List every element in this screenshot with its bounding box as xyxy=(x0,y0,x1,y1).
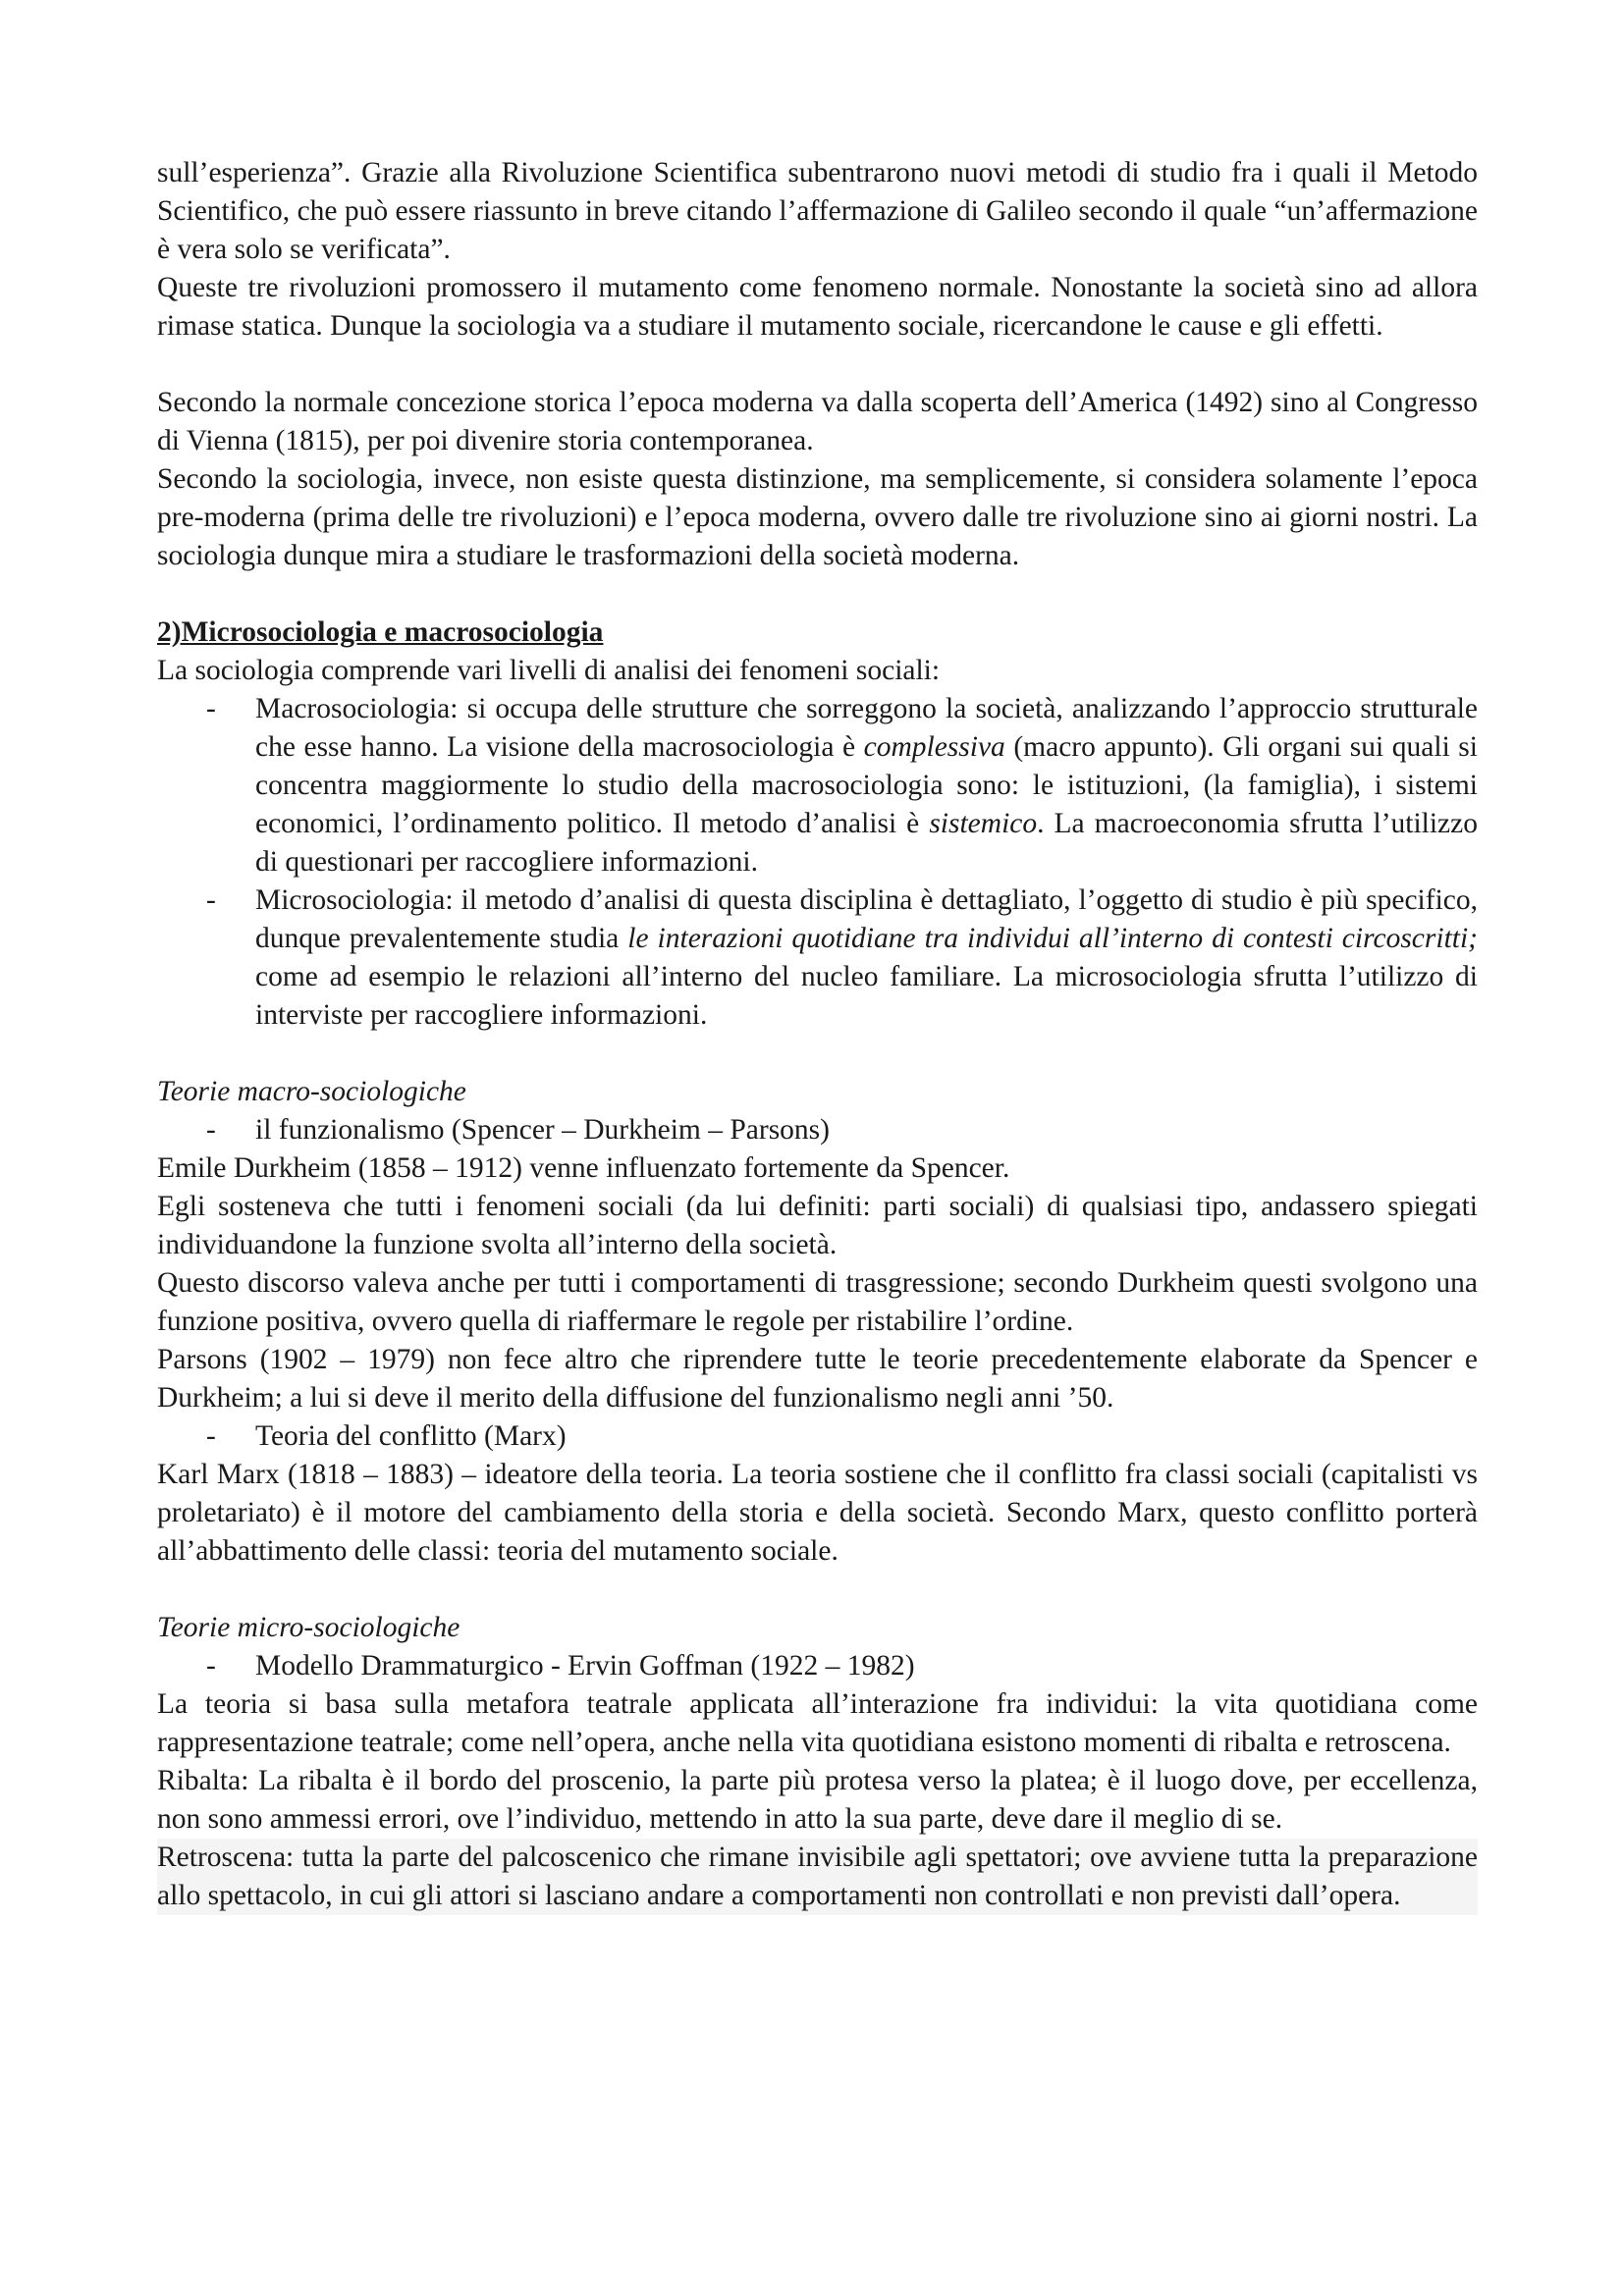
macro-paragraph-5: Karl Marx (1818 – 1883) – ideatore della teoria. La teoria sostiene che il conflitto fra classi sociali (capitalisti vs proletariato) è il motore del cambiamento della storia e della società. Secondo Marx, questo conflitto porterà all’abbattimento delle classi: teoria del mutamento sociale. xyxy=(157,1459,1478,1567)
macro-paragraph-1: Emile Durkheim (1858 – 1912) venne influenzato fortemente da Spencer. xyxy=(157,1152,1010,1184)
macro-paragraph-2: Egli sosteneva che tutti i fenomeni sociali (da lui definiti: parti sociali) di qualsiasi tipo, andassero spiegati individuandone la funzione svolta all’interno della società. xyxy=(157,1191,1478,1260)
intro-paragraph-3: Secondo la normale concezione storica l’epoca moderna va dalla scoperta dell’America (1492) sino al Congresso di Vienna (1815), per poi divenire storia contemporanea. xyxy=(157,387,1478,456)
section-lead: La sociologia comprende vari livelli di analisi dei fenomeni sociali: xyxy=(157,655,941,686)
micro-paragraph-3: Retroscena: tutta la parte del palcoscenico che rimane invisibile agli spettatori; ove avviene tutta la preparazione allo spettacolo, in cui gli attori si lasciano andare a comportamenti non controllati e non previsti dall’opera. xyxy=(157,1839,1478,1915)
paragraph-gap xyxy=(157,346,1478,384)
macro-text-b: complessiva xyxy=(863,731,1005,763)
intro-paragraph-2: Queste tre rivoluzioni promossero il mutamento come fenomeno normale. Nonostante la società sino ad allora rimase statica. Dunque la sociologia va a studiare il mutamento sociale, ricercandone le cause e gli effetti. xyxy=(157,272,1478,342)
macro-theories-list-2 xyxy=(157,1417,1478,1456)
micro-text-b: le interazioni quotidiane tra individui all’interno di contesti circoscritti; xyxy=(627,923,1478,954)
macro-paragraph-3: Questo discorso valeva anche per tutti i comportamenti di trasgressione; secondo Durkheim questi svolgono una funzione positiva, ovvero quella di riaffermare le regole per ristabilire l’ordine. xyxy=(157,1267,1478,1337)
paragraph-gap xyxy=(157,1571,1478,1609)
list-item-microsociologia xyxy=(157,881,1478,1035)
micro-paragraph-2: Ribalta: La ribalta è il bordo del proscenio, la parte più protesa verso la platea; è il luogo dove, per eccellenza, non sono ammessi errori, ove l’individuo, mettendo in atto la sua parte, deve dare il meglio di se. xyxy=(157,1765,1478,1835)
macro-text-e: . La macroeconomia sfrutta l’utilizzo di questionari per raccogliere informazioni. xyxy=(255,808,1478,878)
paragraph-gap xyxy=(157,1035,1478,1073)
list-item-drammaturgico: - Modello Drammaturgico - Ervin Goffman (1922 – 1982) xyxy=(157,1647,1478,1685)
levels-list xyxy=(157,690,1478,1035)
macro-text-c: (macro appunto). Gli organi sui quali si concentra maggiormente lo studio della macrosociologia sono: le istituzioni, (la famiglia), i sistemi economici, l’ordinamento politico. Il metodo d’analisi è xyxy=(255,731,1478,839)
micro-text-c: come ad esempio le relazioni all’interno del nucleo familiare. La microsociologia sfrutta l’utilizzo di interviste per raccogliere informazioni. xyxy=(255,961,1478,1031)
intro-paragraph-1: sull’esperienza”. Grazie alla Rivoluzione Scientifica subentrarono nuovi metodi di studio fra i quali il Metodo Scientifico, che può essere riassunto in breve citando l’affermazione di Galileo secondo il quale “un’affermazione è vera solo se verificata”. xyxy=(157,157,1478,265)
paragraph-gap xyxy=(157,575,1478,614)
macro-text-d: sistemico xyxy=(929,808,1038,839)
macro-theories-title: Teorie macro-sociologiche xyxy=(157,1076,466,1107)
list-item-macrosociologia xyxy=(157,690,1478,881)
micro-theories-title: Teorie micro-sociologiche xyxy=(157,1612,460,1643)
section-heading: 2)Microsociologia e macrosociologia xyxy=(157,616,604,648)
intro-paragraph-4: Secondo la sociologia, invece, non esiste questa distinzione, ma semplicemente, si considera solamente l’epoca pre-moderna (prima delle tre rivoluzioni) e l’epoca moderna, ovvero dalle tre rivoluzione sino ai giorni nostri. La sociologia dunque mira a studiare le trasformazioni della società moderna. xyxy=(157,463,1478,571)
micro-text-a: Microsociologia: il metodo d’analisi di questa disciplina è dettagliato, l’oggetto di studio è più specifico, dunque prevalentemente studia xyxy=(255,884,1478,954)
macro-paragraph-4: Parsons (1902 – 1979) non fece altro che riprendere tutte le teorie precedentemente elaborate da Spencer e Durkheim; a lui si deve il merito della diffusione del funzionalismo negli anni ’50. xyxy=(157,1344,1478,1414)
list-item-funzionalismo: - il funzionalismo (Spencer – Durkheim – Parsons) xyxy=(157,1111,1478,1149)
macro-theories-list-1 xyxy=(157,1111,1478,1149)
list-item-conflitto: - Teoria del conflitto (Marx) xyxy=(157,1417,1478,1456)
page-content xyxy=(157,154,1478,1915)
micro-theories-list xyxy=(157,1647,1478,1685)
macro-text-a: Macrosociologia: si occupa delle strutture che sorreggono la società, analizzando l’approccio strutturale che esse hanno. La visione della macrosociologia è xyxy=(255,693,1478,763)
micro-paragraph-1: La teoria si basa sulla metafora teatrale applicata all’interazione fra individui: la vita quotidiana come rappresentazione teatrale; come nell’opera, anche nella vita quotidiana esistono momenti di ribalta e retroscena. xyxy=(157,1688,1478,1758)
